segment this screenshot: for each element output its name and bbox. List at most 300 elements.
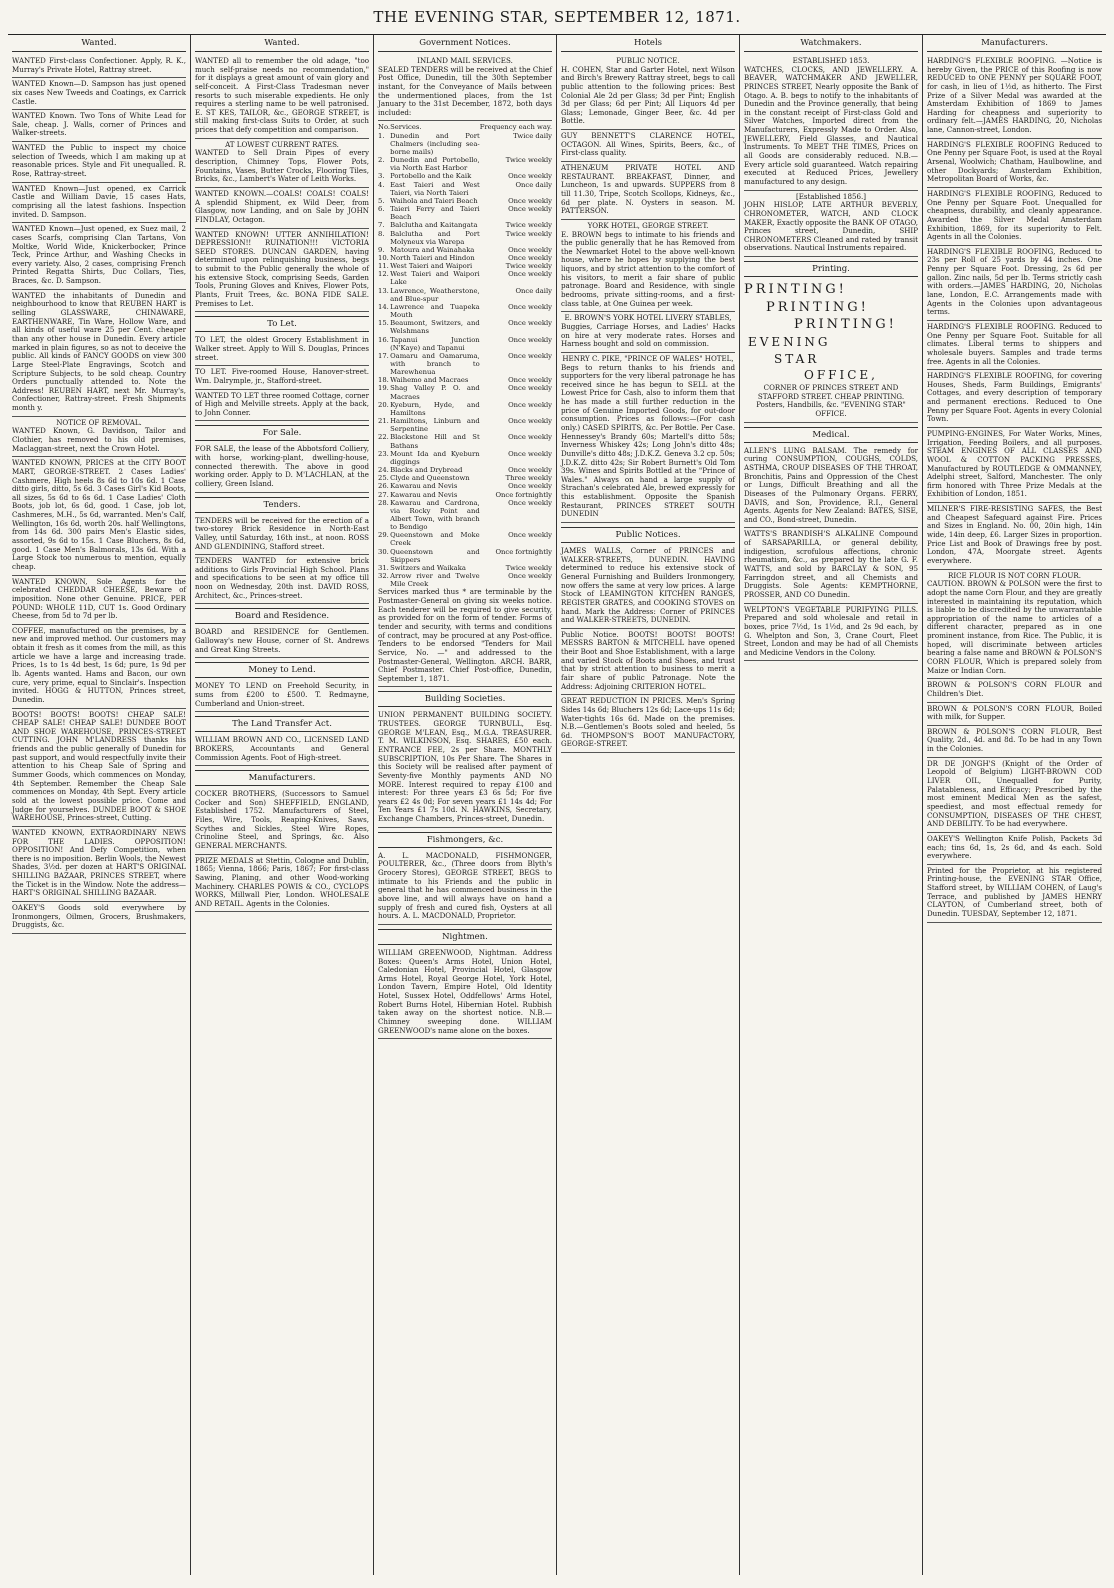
section-heading: Tenders. bbox=[195, 497, 369, 513]
advertisement bbox=[927, 679, 1102, 702]
table-cell: Kawarau and Nevis bbox=[390, 490, 458, 499]
table-cell: Once weekly bbox=[508, 449, 552, 458]
table-cell: 23. bbox=[378, 449, 389, 458]
table-cell: Twice weekly bbox=[505, 221, 552, 230]
mail-services-table bbox=[378, 123, 552, 588]
table-cell: Once weekly bbox=[508, 205, 552, 214]
ad-body: SEALED TENDERS will be received at the Chief Post Office, Dunedin, till the 30th September instant, for the Conveyance of Mails between the undermentioned places, from the 1st January to the 31st December, 1872, both days included: bbox=[378, 64, 552, 117]
table-cell: Beaumont, Switzers, and Welshmans bbox=[390, 319, 480, 336]
table-cell: 24. bbox=[378, 466, 389, 475]
advertisement bbox=[744, 55, 918, 191]
advertisement bbox=[195, 515, 369, 556]
ad-list bbox=[12, 55, 186, 934]
table-cell: 13. bbox=[378, 286, 389, 295]
advertisement bbox=[927, 833, 1102, 865]
table-cell: Queenstown and Skippers bbox=[390, 547, 480, 564]
advertisement bbox=[12, 902, 186, 934]
ad-body: WANTED TO LET three roomed Cottage, corner of High and Melville streets. Apply at the back, to John Conner. bbox=[195, 390, 369, 417]
advertisement bbox=[927, 703, 1102, 726]
table-cell: 30. bbox=[378, 547, 389, 556]
table-cell: West Taieri and Waipori bbox=[390, 262, 473, 271]
advertisement bbox=[378, 947, 552, 1039]
table-row bbox=[378, 156, 552, 172]
printing-ad bbox=[744, 279, 918, 423]
advertisement bbox=[378, 55, 552, 121]
section-heading: Nightmen. bbox=[378, 929, 552, 945]
table-header-cell: Services. bbox=[390, 123, 422, 132]
advertisement bbox=[561, 312, 735, 353]
table-cell: 10. bbox=[378, 253, 389, 262]
ad-body: WILLIAM BROWN AND CO., LICENSED LAND BROKERS, Accountants and General Commission Agents. Foot of High-street. bbox=[195, 735, 369, 762]
table-row bbox=[378, 262, 552, 270]
ad-body: WANTED to Sell Drain Pipes of every description, Chimney Tops, Flower Pots, Fountains, Vases, Butter Crocks, Flooring Tiles, Bricks, &c., Lambert's Water of Leith Works. bbox=[195, 148, 369, 184]
column-manufacturers bbox=[923, 35, 1106, 1575]
table-row bbox=[378, 287, 552, 303]
ad-body: WANTED Known—D. Sampson has just opened six cases New Tweeds and Coatings, ex Carrick Castle. bbox=[12, 79, 186, 106]
section-heading: Fishmongers, &c. bbox=[378, 832, 552, 848]
ad-body: WILLIAM GREENWOOD, Nightman. Address Boxes: Queen's Arms Hotel, Union Hotel, Caledonian Hotel, Provincial Hotel, Glasgow Arms Hotel, Royal George Hotel, York Hotel, London Tavern, Empire Hotel, Old Identity Hotel, Sussex Hotel, Oddfellows' Arms Hotel, Robert Burns Hotel, Hibernian Hotel. Rubbish taken away on the shortest notice. N.B.—Chimney sweeping done. WILLIAM GREENWOOD's name alone on the boxes. bbox=[378, 947, 552, 1035]
advertisement bbox=[195, 334, 369, 366]
table-cell: 8. bbox=[378, 229, 385, 238]
advertisement bbox=[927, 726, 1102, 758]
table-cell: 4. bbox=[378, 180, 385, 189]
ad-body: HARDING'S FLEXIBLE ROOFING. —Notice is hereby Given, the PRICE of this Roofing is now REDUCED to ONE PENNY per SQUARE FOOT, for cash, in lieu of 1½d, as hitherto. The First Prize of a Silver Medal was awarded at the Amsterdam Exhibition of 1869 to James Harding for cheapness and superiority to ordinary felt.—JAMES HARDING, 20, Nicholas lane, Cannon-street, London. bbox=[927, 56, 1102, 135]
table-cell: Twice weekly bbox=[505, 229, 552, 238]
ad-body: HARDING'S FLEXIBLE ROOFING Reduced to One Penny per Square Foot, is used at the Royal Arsenal, Woolwich; Chatham, Haulbowline, and other Dockyards; Amsterdam Exhibition, Metropolitan Board of Works, &c. bbox=[927, 139, 1102, 184]
ad-body: HARDING'S FLEXIBLE ROOFING. Reduced to One Penny per Square Foot. Suitable for all climates. Liberal terms to shippers and wholesale buyers. Samples and trade terms free. Agents in all the Colonies. bbox=[927, 321, 1102, 366]
table-cell: Once weekly bbox=[508, 196, 552, 205]
table-cell: Matoura and Wainahaka bbox=[390, 245, 475, 254]
table-cell: Once weekly bbox=[508, 335, 552, 344]
table-cell: Lawrence, Weatherstone, and Blue-spur bbox=[390, 286, 480, 303]
table-cell: 28. bbox=[378, 498, 389, 507]
ad-body: PRIZE MEDALS at Stettin, Cologne and Dublin, 1865; Vienna, 1866; Paris, 1867; For first-class Sawing, Planing, and other Wood-working Machinery. CHARLES POWIS & CO., CYCLOPS WORKS, Millwall Pier, London. WHOLESALE AND RETAIL. Agents in the Colonies. bbox=[195, 855, 369, 908]
ad-body: WANTED KNOWN, EXTRAORDINARY NEWS FOR THE LADIES. OPPOSITION! OPPOSITION! And Defy Competition, when there is no imposition. Berlin Wools, the Newest Shades, 3½d. per dozen at HART'S ORIGINAL SHILLING BAZAAR, PRINCES STREET, where the Ticket is in the Window. Note the address—HART'S ORIGINAL SHILLING BAZAAR. bbox=[12, 827, 186, 898]
ad-body: MONEY TO LEND on Freehold Security, in sums from £200 to £500. T. Redmayne, Cumberland and Union-street. bbox=[195, 681, 369, 708]
table-cell: 11. bbox=[378, 262, 389, 271]
ad-body: WANTED KNOWN, PRICES at the CITY BOOT MART, GEORGE-STREET. 2 Cases Ladies' Cashmere, High heels 8s 6d to 10s 6d. 1 Case ditto girls, ditto, 5s 6d. 3 Cases Girl's Kid Boots, all sizes, 5s 6d to 6s 6d. 1 Case Ladies' Cloth Boots, job lot, 6s 6d, good. 1 Case, job lot, Cashmeres, M.H., 5s 6d, warranted. Men's Calf, Wellington, 16s 6d, worth 20s. half Wellingtons, from 14s 6d. 300 pairs Men's Elastic sides, assorted, 9s 6d to 15s. 1 Case Bluchers, 8s 6d, good. 1 Case Men's Balmorals, 13s 6d. With a Large Stock too numerous to mention, equally cheap. bbox=[12, 458, 186, 571]
table-cell: 14. bbox=[378, 302, 389, 311]
section-heading: Public Notices. bbox=[561, 527, 735, 543]
advertisement bbox=[12, 223, 186, 289]
advertisement bbox=[561, 130, 735, 162]
table-cell: Dunedin and Portobello, via North East Harbor bbox=[390, 156, 480, 173]
ad-body: UNION PERMANENT BUILDING SOCIETY. TRUSTEES. GEORGE TURNBULL, Esq. GEORGE M'LEAN, Esq., M.G.A. TREASURER. T. M. WILKINSON, Esq. SHARES, £50 each. ENTRANCE FEE, 2s per Share. MONTHLY SUBSCRIPTION, 10s Per Share. The Shares in this Society will be realised after payment of Seventy-five Monthly payments AND NO MORE. Interest required to repay £100 and interest: For three years £3 6s 5d; For five years £2 4s 0d; For seven years £1 14s 4d; For Ten Years £1 7s 10d. N. HAWKINS, Secretary, Exchange Chambers, Princes-street, Dunedin. bbox=[378, 710, 552, 824]
ad-body: WANTED KNOWN! UTTER ANNIHILATION! DEPRESSION!! RUINATION!!! VICTORIA SEED STORES. DUNCAN GARDEN, having determined upon relinquishing business, begs to submit to the Public generally the whole of his extensive Stock, comprising Seeds, Garden Tools, Pruning Gloves and Knives, Flower Pots, Plants, Fruit Trees, &c. BONA FIDE SALE. Premises to Let. bbox=[195, 229, 369, 308]
advertisement bbox=[195, 55, 369, 139]
table-cell: Once weekly bbox=[508, 417, 552, 426]
advertisement bbox=[744, 604, 918, 662]
ad-body: GUY BENNETT'S CLARENCE HOTEL, OCTAGON. All Wines, Spirits, Beers, &c., of First-class quality. bbox=[561, 131, 735, 158]
advertisement bbox=[378, 709, 552, 827]
advertisement bbox=[195, 443, 369, 492]
ad-title: NOTICE OF REMOVAL. bbox=[56, 417, 142, 427]
advertisement bbox=[927, 370, 1102, 428]
table-row bbox=[378, 172, 552, 180]
section-heading: For Sale. bbox=[195, 425, 369, 441]
column-hotels bbox=[557, 35, 740, 1575]
advertisement bbox=[12, 183, 186, 224]
ad-body: DR DE JONGH'S (Knight of the Order of Leopold of Belgium) LIGHT-BROWN COD LIVER OIL, Unequalled for Purity, Palatableness, and Efficacy; Prescribed by the most eminent Medical Men as the safest, speediest, and most effectual remedy for CONSUMPTION, DISEASES OF THE CHEST, AND DEBILITY. To be had everywhere. bbox=[927, 758, 1102, 829]
ad-body: A. L. MACDONALD, FISHMONGER, POULTERER, &c., (Three doors from Blyth's Grocery Stores), GEORGE STREET, BEGS to intimate to his Friends and the public in general that he has commenced business in the above line, and will always have on hand a supply of fresh and cured fish, Oysters at all hours. A. L. MACDONALD, Proprietor. bbox=[378, 850, 552, 921]
table-row bbox=[378, 132, 552, 156]
table-cell: Once weekly bbox=[508, 270, 552, 279]
table-cell: Taieri Ferry and Taieri Beach bbox=[390, 205, 480, 222]
ad-body: TO LET, the oldest Grocery Establishment in Walker street. Apply to Will S. Douglas, Princes street. bbox=[195, 335, 369, 362]
advertisement bbox=[12, 576, 186, 625]
table-cell: Once weekly bbox=[508, 302, 552, 311]
table-cell: North Taieri and Hindon bbox=[390, 253, 475, 262]
ad-body: BOARD and RESIDENCE for Gentlemen. Galloway's new House, corner of St. Andrews and Great King Streets. bbox=[195, 627, 369, 654]
table-cell: Hamiltons, Linburn and Serpentine bbox=[390, 417, 480, 434]
section-heading: Board and Residence. bbox=[195, 608, 369, 624]
advertisement bbox=[195, 788, 369, 854]
table-cell: Mount Ida and Kyeburn diggings bbox=[390, 449, 480, 466]
advertisement bbox=[927, 55, 1102, 139]
table-cell: 21. bbox=[378, 417, 389, 426]
ad-body: WANTED KNOWN, Sole Agents for the celebrated CHEDDAR CHEESE, Beware of imposition. None other Genuine. PRICE, PER POUND: WHOLE 11D, CUT 1s. Good Ordinary Cheese, from 5d to 7d per lb. bbox=[12, 576, 186, 621]
table-cell: 5. bbox=[378, 196, 385, 205]
ad-body: BROWN & POLSON'S CORN FLOUR and Children's Diet. bbox=[927, 680, 1102, 698]
ad-body: JOHN HISLOP, LATE ARTHUR BEVERLY, CHRONOMETER, WATCH, AND CLOCK MAKER, Exactly opposite the BANK OF OTAGO, Princes street, Dunedin, SHIP CHRONOMETERS Cleaned and rated by transit observations. Nautical Instruments repaired. bbox=[744, 200, 918, 253]
masthead: THE EVENING STAR, SEPTEMBER 12, 1871. bbox=[373, 8, 741, 26]
table-cell: 27. bbox=[378, 490, 389, 499]
table-header-row bbox=[378, 123, 552, 131]
table-cell: 32. bbox=[378, 572, 389, 581]
column-wanted-1 bbox=[8, 35, 191, 1575]
table-row bbox=[378, 303, 552, 319]
advertisement bbox=[744, 191, 918, 257]
ad-body: ALLEN'S LUNG BALSAM. The remedy for curing CONSUMPTION, COUGHS, COLDS, ASTHMA, CROUP DISEASES OF THE THROAT, Bronchitis, Pains and Oppression of the Chest or Lungs, Difficult Breathing and all the Diseases of the Pulmonary Organs. FERRY, DAVIS, and Son, Providence, R.I., General Agents. Agents for New Zealand: BATES, SISE, and CO., Bond-street, Dunedin. bbox=[744, 445, 918, 524]
advertisement bbox=[195, 390, 369, 422]
ad-title: HENRY C. PIKE, "PRINCE OF WALES" HOTEL, bbox=[562, 353, 734, 363]
table-cell: 26. bbox=[378, 482, 389, 491]
ad-list bbox=[561, 55, 735, 523]
ad-body: WANTED all to remember the old adage, "too much self-praise needs no recommendation," for it displays a great amount of vain glory and self-conceit. A First-Class Tradesman never resorts to such miserable expedients. He only requires a sterling name to be well patronised. E. ST KES, TAILOR, &c., GEORGE STREET, is still making first-class Suits to Order, at such prices that defy competition and comparison. bbox=[195, 56, 369, 135]
table-cell: Once fortnightly bbox=[495, 490, 552, 499]
table-row bbox=[378, 474, 552, 482]
table-cell: Once weekly bbox=[508, 319, 552, 328]
table-cell: 3. bbox=[378, 172, 385, 181]
mail-services-table-block bbox=[378, 121, 552, 687]
column-heading: Wanted. bbox=[195, 35, 369, 52]
table-cell: Dunedin and Port Chalmers (including sea-borne mails) bbox=[390, 131, 480, 156]
table-row bbox=[378, 499, 552, 532]
section-list bbox=[195, 316, 369, 912]
advertisement bbox=[744, 528, 918, 603]
section-list bbox=[744, 427, 918, 662]
table-cell: Tapanui Junction (N'Kaye) and Tapanui bbox=[390, 335, 480, 352]
table-row bbox=[378, 230, 552, 246]
advertisement bbox=[927, 188, 1102, 246]
advertisement bbox=[195, 188, 369, 229]
ad-body: HARDING'S FLEXIBLE ROOFING, Reduced to 23s per Roll of 25 yards by 44 inches. One Penny per Square Foot. Dressing, 2s 6d per gallon. Zinc nails, 5d per lb. Terms strictly cash with orders.—JAMES HARDING, 20, Nicholas lane, London, E.C. Arrangements made with Agents in the Colonies upon advantageous terms. bbox=[927, 246, 1102, 317]
table-row bbox=[378, 466, 552, 474]
advertisement bbox=[12, 78, 186, 110]
ad-body: Printed for the Proprietor, at his registered Printing-house, the EVENING STAR Office, Stafford street, by WILLIAM COHEN, of Laug's Terrace, and published by JAMES HENRY CLAYTON, of Cumberland street, both of Dunedin. TUESDAY, September 12, 1871. bbox=[927, 865, 1102, 919]
ad-body: WANTED First-class Confectioner. Apply, R. K., Murray's Private Hotel, Rattray street. bbox=[12, 56, 186, 74]
section-list bbox=[378, 691, 552, 1039]
printing-word: PRINTING! bbox=[794, 317, 897, 333]
ad-body: WATTS'S BRANDISH'S ALKALINE Compound of SARSAPARILLA, or general debility, indigestion, scrofulous affections, chronic rheumatism, &c., as prepared by the late G. F. WATTS, and sold by BARCLAY & SON, 95 Farringdon street, and all Chemists and Druggists. Sole Agents: KEMPTHORNE, PROSSER, AND CO Dunedin. bbox=[744, 529, 918, 599]
table-cell: 18. bbox=[378, 376, 389, 385]
table-cell: Kyeburn, Hyde, and Hamiltons bbox=[390, 400, 480, 417]
table-cell: Once weekly bbox=[508, 482, 552, 491]
ad-body: WANTED KNOWN.—COALS! COALS! COALS! A splendid Shipment, ex Wild Deer, from Glasgow, now Landing, and on Sale by JOHN FINDLAY, Octagon. bbox=[195, 188, 369, 224]
banner-word: STAR bbox=[774, 351, 820, 366]
table-row bbox=[378, 319, 552, 335]
advertisement bbox=[12, 457, 186, 575]
table-cell: Oamaru and Oamaruma, with branch to Marewhenua bbox=[390, 351, 480, 377]
advertisement bbox=[927, 428, 1102, 503]
table-cell: Arrow river and Twelve Mile Creek bbox=[390, 572, 480, 589]
advertisement bbox=[927, 503, 1102, 569]
ad-body: FOR SALE, the lease of the Abbotsford Colliery, with horse, working-plant, dwelling-house, connected therewith. The above in good working order. Apply to D. M'LACHLAN, at the colliery, Green Island. bbox=[195, 444, 369, 488]
ad-title: AT LOWEST CURRENT RATES. bbox=[225, 139, 339, 149]
ad-body: Buggies, Carriage Horses, and Ladies' Hacks on hire at very moderate rates. Horses and Harness bought and sold on commission. bbox=[561, 321, 735, 349]
section-list bbox=[561, 527, 735, 753]
table-cell: Waihemo and Macraes bbox=[390, 376, 469, 385]
table-cell: Twice weekly bbox=[505, 156, 552, 165]
advertisement bbox=[195, 555, 369, 604]
advertisement bbox=[12, 290, 186, 417]
ad-body: BROWN & POLSON'S CORN FLOUR, Boiled with milk, for Supper. bbox=[927, 703, 1102, 722]
ad-body: GREAT REDUCTION IN PRICES. Men's Spring Sides 14s 6d; Bluchers 12s 6d; Lace-ups 11s 6d; Water-tights 16s 6d. Made on the premises. N.B.—Gentlemen's Boots soled and heeled, 5s 6d. THOMPSON'S BOOT MANUFACTORY, GEORGE-STREET. bbox=[561, 696, 735, 749]
ad-body: OAKEY'S Goods sold everywhere by Ironmongers, Oilmen, Grocers, Brushmakers, Druggists, &c. bbox=[12, 903, 186, 930]
section-heading: Money to Lend. bbox=[195, 662, 369, 678]
banner-word: OFFICE, bbox=[804, 368, 878, 383]
table-cell: Blackstone Hill and St Bathans bbox=[390, 433, 480, 450]
ad-body: HARDING'S FLEXIBLE ROOFING, Reduced to One Penny per Square Foot. Unequalled for cheapness, durability, and cleanly appearance. Awarded the Silver Medal Amsterdam Exhibition, 1869, for its superiority to Felt. Agents in all the Colonies. bbox=[927, 188, 1102, 242]
printing-banner bbox=[744, 281, 918, 334]
table-cell: Clyde and Queenstown bbox=[390, 474, 470, 483]
advertisement bbox=[378, 850, 552, 925]
table-cell: Twice daily bbox=[513, 131, 552, 140]
table-cell: 20. bbox=[378, 400, 389, 409]
table-cell: 12. bbox=[378, 270, 389, 279]
table-row bbox=[378, 376, 552, 384]
ad-body: ATHENÆUM PRIVATE HOTEL AND RESTAURANT. BREAKFAST, Dinner, and Luncheon, 1s and upwards. SUPPERS from 8 till 11.30, Tripe, Scotch Scollops, Kidneys, &c., 6d per plate. N. Oysters in season. M. PATTERSON. bbox=[561, 163, 735, 216]
column-government-notices bbox=[374, 35, 557, 1575]
ad-body: WATCHES, CLOCKS, AND JEWELLERY. A. BEAVER, WATCHMAKER AND JEWELLER, PRINCES STREET, Nearly opposite the Bank of Otago. A. B. begs to notify to the inhabitants of Dunedin and the Province generally, that being in the constant receipt of First-class Gold and Silver Watches, Imported direct from the Manufacturers, Expressly Made to Order. Also, JEWELLERY, Field Glasses, and Nautical Instruments. To MEET THE TIMES, Prices on all Goods are considerably reduced. N.B.—Every article sold guaranteed. Watch repairing executed at Reduced Prices, Jewellery manufactured to any design. bbox=[744, 64, 918, 186]
table-row bbox=[378, 401, 552, 417]
ad-body: COFFEE, manufactured on the premises, by a new and improved method. Our customers may obtain it fresh as it comes from the mill, as this article we have a large and increasing trade. Prices, 1s to 1s 4d best, 1s 6d; pure, 1s 9d per lb. Agents wanted. Hams and Bacon, our own cure, very prime, equal to Sinclair's. Inspection invited. HOGG & HUTTON, Princes street, Dunedin. bbox=[12, 625, 186, 704]
ad-body: E. BROWN begs to intimate to his friends and the public generally that he has Removed from the Newmarket Hotel to the above well-known house, where he hopes by supplying the best liquors, and by strict attention to the comfort of his visitors, to merit a fair share of public patronage. Board and Residence, with single bedrooms, private sitting-rooms, and a first-class table, at One Guinea per week. bbox=[561, 229, 735, 308]
table-row bbox=[378, 221, 552, 229]
ad-title: PUBLIC NOTICE. bbox=[616, 56, 680, 65]
ad-title: INLAND MAIL SERVICES. bbox=[417, 56, 513, 65]
advertisement bbox=[561, 220, 735, 312]
table-row bbox=[378, 270, 552, 286]
table-cell: 31. bbox=[378, 563, 389, 572]
table-cell: Twice weekly bbox=[505, 563, 552, 572]
table-cell: Once weekly bbox=[508, 351, 552, 360]
table-cell: Once weekly bbox=[508, 245, 552, 254]
table-cell: Lawrence and Tuapeka Mouth bbox=[390, 302, 480, 320]
ad-body: COCKER BROTHERS, (Successors to Samuel Cocker and Son) SHEFFIELD, ENGLAND, Established 1752. Manufacturers of Steel, Files, Wire, Tools, Reaping-Knives, Saws, Scythes and Sickles, Steel Wire Ropes, Crinoline Steel, and Springs, &c. Also GENERAL MERCHANTS. bbox=[195, 789, 369, 850]
advertisement bbox=[12, 55, 186, 78]
ad-title: ESTABLISHED 1853. bbox=[792, 56, 870, 65]
mail-notes: Services marked thus * are terminable by the Postmaster-General on giving six weeks notice. Each tenderer will be required to give security, as provided for on the form of tender. Forms of tender and security, with terms and conditions of contract, may be procured at any Post-office. Tenders to be endorsed "Tenders for Mail Service, No. —" and addressed to the Postmaster-General, Wellington. ARCH. BARR, Chief Postmaster. Chief Post-office, Dunedin, September 1, 1871. bbox=[378, 587, 552, 683]
table-header-cell: No. bbox=[378, 123, 391, 132]
table-row bbox=[378, 548, 552, 564]
table-cell: Kawarau and Nevis bbox=[390, 482, 458, 491]
table-cell: 1. bbox=[378, 131, 385, 140]
advertisement bbox=[12, 142, 186, 183]
table-row bbox=[378, 336, 552, 352]
ad-body: TO LET. Five-roomed House, Hanover-street. Wm. Dalrymple, jr., Stafford-street. bbox=[195, 367, 369, 385]
table-cell: Balclutha and Port Molyneux via Warepa bbox=[390, 229, 480, 246]
advertisement bbox=[195, 680, 369, 712]
ad-title: [Established 1856.] bbox=[795, 191, 867, 201]
table-cell: Queenstown and Moke Creek bbox=[390, 531, 480, 548]
advertisement bbox=[12, 417, 186, 458]
ad-body: BOOTS! BOOTS! BOOTS! CHEAP SALE! CHEAP SALE! CHEAP SALE! DUNDEE BOOT AND SHOE WAREHOUSE, PRINCES-STREET CUTTING. JOHN M'LANDRESS thanks his friends and the public generally of Dunedin for past support, and would respectfully invite their attention to his Cheap Sale of Spring and Summer Goods, which commences on Monday, 4th September. Remember the Cheap Sale commences on Monday, 4th Sept. Every article sold at the lowest possible price. Come and Judge for yourselves. DUNDEE BOOT & SHOE WAREHOUSE, Princes-street, Cutting. bbox=[12, 709, 186, 823]
table-cell: 2. bbox=[378, 156, 385, 165]
table-row bbox=[378, 450, 552, 466]
column-watchmakers bbox=[740, 35, 923, 1575]
section-heading-printing: Printing. bbox=[744, 261, 918, 277]
table-cell: Blacks and Drybread bbox=[390, 466, 463, 475]
ad-body: H. COHEN, Star and Garter Hotel, next Wilson and Birch's Brewery Rattray street, begs to call public attention to the following prices: Best Colonial Ale 2d per Glass; 3d per Pint; English 3d per Glass; 6d per Pint; All Liquors 4d per Glass; Lemonade, Ginger Beer, &c. 4d per Bottle. bbox=[561, 64, 735, 126]
table-cell: 25. bbox=[378, 474, 389, 483]
table-cell: 17. bbox=[378, 351, 389, 360]
advertisement bbox=[561, 55, 735, 130]
ad-body: BROWN & POLSON'S CORN FLOUR, Best Quality, 2d., 4d. and 8d. To be had in any Town in the Colonies. bbox=[927, 726, 1102, 754]
printing-body: CORNER OF PRINCES STREET AND STAFFORD STREET. CHEAP PRINTING. Posters, Handbills, &c. "EVENING STAR" OFFICE. bbox=[756, 383, 906, 419]
advertisement bbox=[195, 366, 369, 389]
table-cell: 22. bbox=[378, 433, 389, 442]
printing-word: PRINTING! bbox=[744, 282, 847, 298]
advertisement bbox=[195, 626, 369, 658]
table-row bbox=[378, 433, 552, 449]
section-heading: Manufacturers. bbox=[195, 770, 369, 786]
table-cell: Once weekly bbox=[508, 466, 552, 475]
ad-body: WANTED Known—Just opened, ex Carrick Castle and William Davie, 15 cases Hats, comprising all the latest fashions. Inspection invited. D. Sampson. bbox=[12, 183, 186, 219]
advertisement bbox=[561, 162, 735, 220]
advertisement bbox=[195, 229, 369, 313]
table-row bbox=[378, 181, 552, 197]
table-row bbox=[378, 572, 552, 588]
advertisement bbox=[12, 625, 186, 709]
table-row bbox=[378, 246, 552, 254]
table-cell: Three weekly bbox=[505, 474, 552, 483]
table-cell: 6. bbox=[378, 205, 385, 214]
table-cell: Once weekly bbox=[508, 384, 552, 393]
table-cell: Once weekly bbox=[508, 531, 552, 540]
printing-word: PRINTING! bbox=[766, 299, 869, 315]
table-cell: Once weekly bbox=[508, 498, 552, 507]
table-cell: 15. bbox=[378, 319, 389, 328]
ad-title: E. BROWN'S YORK HOTEL LIVERY STABLES, bbox=[564, 313, 732, 323]
ad-body: WELPTON'S VEGETABLE PURIFYING PILLS. Prepared and sold wholesale and retail in boxes, price 7½d, 1s 1½d, and 2s 9d each, by G. Whelpton and Son, 3, Crane Court, Fleet Street, London and may be had of all Chemists and Medicine Vendors in the Colony. bbox=[744, 604, 918, 657]
advertisement bbox=[927, 246, 1102, 321]
section-heading: Medical. bbox=[744, 427, 918, 443]
table-cell: Twice weekly bbox=[505, 262, 552, 271]
ad-body: WANTED the Public to inspect my choice selection of Tweeds, which I am making up at reasonable prices. Style and Fit unequalled. R. Rose, Rattray-street. bbox=[12, 143, 186, 179]
table-cell: 29. bbox=[378, 531, 389, 540]
ad-body: WANTED Known, G. Davidson, Tailor and Clothier, has removed to his old premises, Maclaggan-street, next the Crown Hotel. bbox=[12, 426, 186, 453]
table-cell: 19. bbox=[378, 384, 389, 393]
table-row bbox=[378, 352, 552, 376]
table-cell: Shag Valley P. O. and Macraes bbox=[390, 384, 480, 401]
table-cell: Balclutha and Kaitangata bbox=[390, 221, 478, 230]
advertisement bbox=[927, 570, 1102, 680]
table-cell: Once daily bbox=[515, 180, 552, 189]
advertisement bbox=[12, 110, 186, 142]
table-cell: Once daily bbox=[515, 286, 552, 295]
advertisement bbox=[927, 865, 1102, 923]
table-row bbox=[378, 482, 552, 490]
table-cell: Once weekly bbox=[508, 253, 552, 262]
advertisement bbox=[195, 734, 369, 766]
column-heading: Hotels bbox=[561, 35, 735, 52]
ad-body: WANTED Known. Two Tons of White Lead for Sale, cheap. J. Walls, corner of Princes and Walker-streets. bbox=[12, 111, 186, 138]
evening-star-office-banner bbox=[744, 334, 918, 384]
advertisement bbox=[12, 709, 186, 827]
table-row bbox=[378, 384, 552, 400]
table-cell: 9. bbox=[378, 245, 385, 254]
column-heading: Wanted. bbox=[12, 35, 186, 52]
table-row bbox=[378, 205, 552, 221]
table-cell: Once weekly bbox=[508, 172, 552, 181]
ad-body: WANTED the inhabitants of Dunedin and neighbourhood to know that REUBEN HART is selling GLASSWARE, CHINAWARE, EARTHENWARE, Tin Ware, Hollow Ware, and all kinds of useful ware 25 per Cent. cheaper than any other house in Dunedin. Every article marked in plain figures, so as not to deceive the public. All kinds of FANCY GOODS on view 300 Large Steel-Plate Engravings, Scotch and Scripture Subjects, to be sold cheap. Country Orders punctually attended to. Note the Address! REUBEN HART, next Mr. Murray's, Confectioner, Rattray-street. Fresh Shipments month y. bbox=[12, 290, 186, 413]
table-cell: Once fortnightly bbox=[495, 547, 552, 556]
advertisement bbox=[195, 139, 369, 188]
table-row bbox=[378, 197, 552, 205]
advertisement bbox=[561, 545, 735, 629]
table-cell: Once weekly bbox=[508, 400, 552, 409]
table-cell: East Taieri and West Taieri, via North Taieri bbox=[390, 180, 480, 197]
table-row bbox=[378, 254, 552, 262]
advertisement bbox=[561, 629, 735, 695]
table-cell: 7. bbox=[378, 221, 385, 230]
section-heading: To Let. bbox=[195, 316, 369, 332]
advertisement bbox=[561, 353, 735, 523]
ad-body: HARDING'S FLEXIBLE ROOFING, for covering Houses, Sheds, Farm Buildings, Emigrants' Cottages, and every description of temporary and permanent erections. Reduced to One Penny per Square Foot. Agents in every Colonial Town. bbox=[927, 371, 1102, 424]
table-row bbox=[378, 491, 552, 499]
ad-title: YORK HOTEL, GEORGE STREET. bbox=[587, 220, 709, 230]
table-cell: Once weekly bbox=[508, 376, 552, 385]
advertisement bbox=[561, 695, 735, 753]
advertisement bbox=[195, 855, 369, 913]
column-heading: Government Notices. bbox=[378, 35, 552, 52]
advertisement bbox=[927, 321, 1102, 370]
section-heading: Building Societies. bbox=[378, 691, 552, 707]
banner-word: EVENING bbox=[748, 334, 831, 349]
columns bbox=[8, 35, 1106, 1575]
ad-body: PUMPING-ENGINES, For Water Works, Mines, Irrigation, Feeding Boilers, and all purposes. STEAM ENGINES OF ALL CLASSES AND WOOL & COTTON PACKING PRESSES, Manufactured by ROUTLEDGE & OMMANNEY, Adelphi street, Salford, Manchester. The only firm honored with Three Prize Medals at the Exhibition of London, 1851. bbox=[927, 428, 1102, 499]
table-row bbox=[378, 417, 552, 433]
column-heading: Watchmakers. bbox=[744, 35, 918, 52]
table-cell: Kawarau and Cardrona, via Rocky Point and Albert Town, with branch to Bendigo bbox=[390, 498, 480, 532]
advertisement bbox=[12, 827, 186, 902]
ad-body: TENDERS will be received for the erection of a two-storey Brick Residence in North-East Valley, until Saturday, 16th inst., at noon. ROSS AND GLENDINING, Stafford street. bbox=[195, 515, 369, 551]
advertisement bbox=[927, 758, 1102, 833]
table-cell: 16. bbox=[378, 335, 389, 344]
advertisement bbox=[744, 445, 918, 529]
table-row bbox=[378, 564, 552, 572]
table-cell: Switzers and Waikaka bbox=[390, 563, 466, 572]
section-heading: The Land Transfer Act. bbox=[195, 716, 369, 732]
ad-body: Public Notice. BOOTS! BOOTS! BOOTS! MESSRS BARTON & MITCHELL have opened their Boot and Shoe Establishment, with a large and varied Stock of Boots and Shoes, and trust that by strict attention to business to merit a fair share of public Patronage. Note the Address: Adjoining CRITERION HOTEL. bbox=[561, 629, 735, 691]
table-cell: Once weekly bbox=[508, 572, 552, 581]
ad-body: OAKEY'S Wellington Knife Polish, Packets 3d each; tins 6d, 1s, 2s 6d, and 4s each. Sold everywhere. bbox=[927, 833, 1102, 861]
ad-body: Begs to return thanks to his friends and supporters for the very liberal patronage he has received since he has begun to SELL at the Lowest Price for Cash, also to inform them that he has made a still further reduction in the price of Genuine Imported Goods, for out-door consumption. Prices as follows:—(For cash only.) CASED SPIRITS, &c. Per Bottle. Per Case. Hennessey's Brandy 60s; Martell's ditto 58s; Inverness Whiskey 42s; Long John's ditto 48s; Dunville's ditto 48s; J.D.K.Z. Geneva 3.2 cp. 50s; J.D.K.Z. ditto 42s; Sir Robert Burnett's Old Tom 39s. Wines and Spirits Bottled at the "Prince of Wales." Always on hand a large supply of Strachan's celebrated Ale, brewed expressly for this establishment. Opposite the Spanish Restaurant, PRINCES STREET SOUTH DUNEDIN bbox=[561, 362, 735, 519]
table-cell: Once weekly bbox=[508, 433, 552, 442]
ad-body: MILNER'S FIRE-RESISTING SAFES, the Best and Cheapest Safeguard against Fire. Prices and Sizes in England. No. 00, 20in high, 14in wide, 14in deep, £6. Larger Sizes in proportion. Price List and Book of Drawings free by post. London, 47A, Moorgate street. Agents everywhere. bbox=[927, 504, 1102, 565]
table-cell: West Taieri and Waipori Lake bbox=[390, 270, 480, 287]
